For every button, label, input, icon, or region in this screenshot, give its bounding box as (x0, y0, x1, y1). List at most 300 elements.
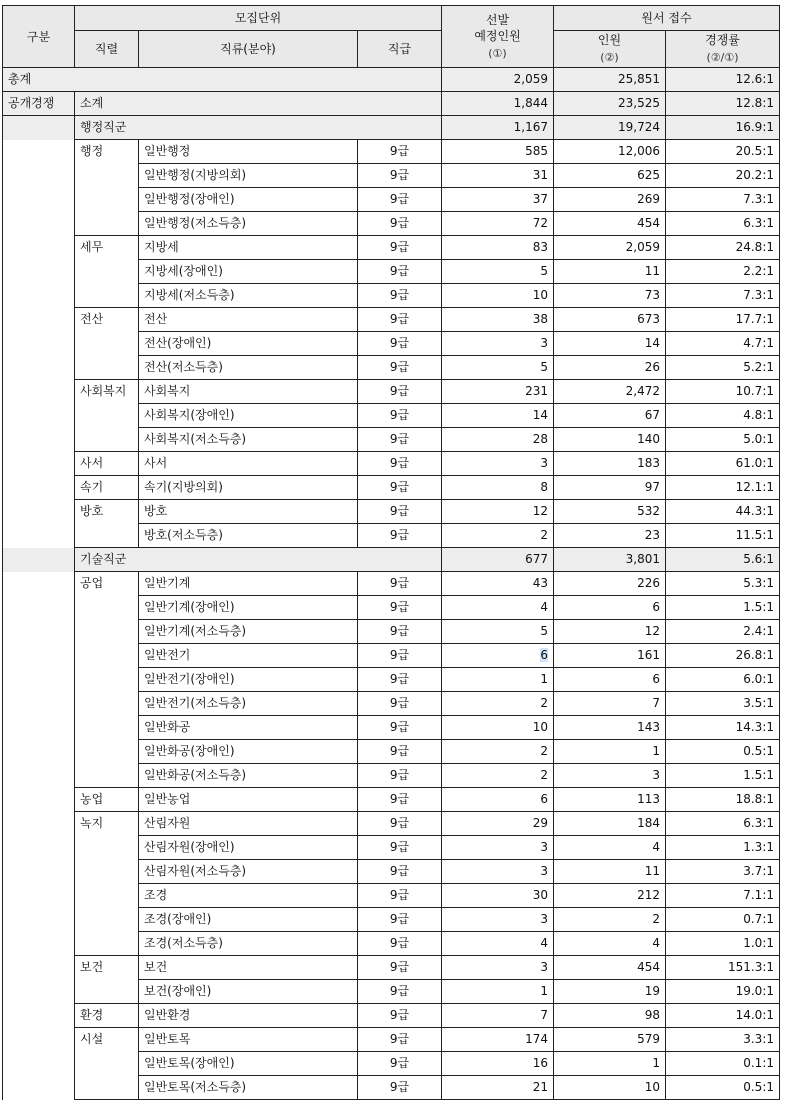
planned-value: 14 (532, 408, 548, 422)
planned-value: 3 (540, 456, 548, 470)
planned-count (442, 452, 554, 476)
planned-value: 4 (540, 600, 548, 614)
series-name: 녹지 (75, 812, 139, 956)
header-applicants-label: 인원 (597, 33, 622, 47)
competition-ratio: 5.2:1 (666, 356, 780, 380)
series-name: 세무 (75, 236, 139, 308)
applicant-count: 161 (554, 644, 666, 668)
gubun-spacer (3, 740, 75, 764)
planned-count (442, 236, 554, 260)
gubun-spacer (3, 284, 75, 308)
applicant-count: 113 (554, 788, 666, 812)
competition-ratio: 7.3:1 (666, 284, 780, 308)
planned-value: 28 (532, 432, 548, 446)
competition-ratio: 4.7:1 (666, 332, 780, 356)
competition-ratio: 2.2:1 (666, 260, 780, 284)
table-body (3, 68, 780, 1100)
planned-value: 3 (540, 960, 548, 974)
field-name: 산림자원(저소득층) (139, 860, 358, 884)
total-applicants: 25,851 (554, 68, 666, 92)
group-applicants: 3,801 (554, 548, 666, 572)
gubun-spacer (3, 1076, 75, 1100)
recruitment-table (2, 5, 780, 1100)
header-jikryu: 직류(분야) (139, 31, 358, 68)
field-name: 보건(장애인) (139, 980, 358, 1004)
gubun-spacer (3, 500, 75, 524)
applicant-count: 143 (554, 716, 666, 740)
planned-count (442, 1052, 554, 1076)
group-name: 기술직군 (75, 548, 442, 572)
grade: 9급 (358, 428, 442, 452)
grade: 9급 (358, 644, 442, 668)
competition-ratio: 24.8:1 (666, 236, 780, 260)
header-planned (442, 6, 554, 68)
planned-value: 1 (540, 672, 548, 686)
grade: 9급 (358, 212, 442, 236)
field-name: 사회복지(저소득층) (139, 428, 358, 452)
table-row (3, 452, 780, 476)
competition-ratio: 5.0:1 (666, 428, 780, 452)
applicant-count: 269 (554, 188, 666, 212)
series-name: 공업 (75, 572, 139, 788)
applicant-count: 3 (554, 764, 666, 788)
grade: 9급 (358, 716, 442, 740)
gubun-spacer (3, 812, 75, 836)
grade: 9급 (358, 932, 442, 956)
header-recruit-unit: 모집단위 (75, 6, 442, 31)
grade: 9급 (358, 1052, 442, 1076)
grade: 9급 (358, 860, 442, 884)
competition-ratio: 19.0:1 (666, 980, 780, 1004)
header-planned-sub: (①) (488, 46, 507, 60)
applicant-count: 12,006 (554, 140, 666, 164)
table-row (3, 500, 780, 524)
gubun-spacer (3, 620, 75, 644)
planned-value: 29 (532, 816, 548, 830)
competition-ratio: 2.4:1 (666, 620, 780, 644)
competition-ratio: 0.1:1 (666, 1052, 780, 1076)
field-name: 일반화공 (139, 716, 358, 740)
gubun-spacer (3, 668, 75, 692)
planned-value: 2 (540, 768, 548, 782)
competition-ratio: 26.8:1 (666, 644, 780, 668)
grade: 9급 (358, 764, 442, 788)
applicant-count: 12 (554, 620, 666, 644)
planned-value: 37 (532, 192, 548, 206)
applicant-count: 625 (554, 164, 666, 188)
grade: 9급 (358, 596, 442, 620)
planned-value: 10 (532, 288, 548, 302)
planned-count (442, 692, 554, 716)
field-name: 일반전기(장애인) (139, 668, 358, 692)
planned-value: 16 (532, 1056, 548, 1070)
planned-value: 43 (532, 576, 548, 590)
competition-ratio: 11.5:1 (666, 524, 780, 548)
planned-count (442, 884, 554, 908)
grade: 9급 (358, 692, 442, 716)
planned-count (442, 812, 554, 836)
planned-value: 3 (540, 336, 548, 350)
planned-count (442, 260, 554, 284)
planned-count (442, 860, 554, 884)
field-name: 지방세(저소득층) (139, 284, 358, 308)
planned-value: 6 (540, 648, 548, 662)
applicant-count: 6 (554, 668, 666, 692)
series-name: 방호 (75, 500, 139, 548)
competition-ratio: 20.2:1 (666, 164, 780, 188)
planned-value: 38 (532, 312, 548, 326)
competition-ratio: 0.5:1 (666, 1076, 780, 1100)
group-name: 행정직군 (75, 116, 442, 140)
planned-count (442, 332, 554, 356)
gubun-spacer (3, 212, 75, 236)
planned-value: 3 (540, 912, 548, 926)
competition-ratio: 1.5:1 (666, 596, 780, 620)
competition-ratio: 1.0:1 (666, 932, 780, 956)
series-name: 시설 (75, 1028, 139, 1100)
gubun-spacer (3, 116, 75, 140)
planned-value: 231 (525, 384, 548, 398)
planned-value: 83 (532, 240, 548, 254)
gubun-spacer (3, 980, 75, 1004)
grade: 9급 (358, 908, 442, 932)
field-name: 일반기계 (139, 572, 358, 596)
open-planned: 1,844 (442, 92, 554, 116)
field-name: 산림자원 (139, 812, 358, 836)
gubun-spacer (3, 452, 75, 476)
applicant-count: 98 (554, 1004, 666, 1028)
planned-count (442, 596, 554, 620)
planned-count (442, 764, 554, 788)
grade: 9급 (358, 812, 442, 836)
competition-ratio: 12.1:1 (666, 476, 780, 500)
gubun-spacer (3, 764, 75, 788)
grade: 9급 (358, 572, 442, 596)
applicant-count: 2,472 (554, 380, 666, 404)
field-name: 보건 (139, 956, 358, 980)
grade: 9급 (358, 260, 442, 284)
field-name: 지방세 (139, 236, 358, 260)
competition-ratio: 3.5:1 (666, 692, 780, 716)
competition-ratio: 3.3:1 (666, 1028, 780, 1052)
competition-ratio: 5.3:1 (666, 572, 780, 596)
applicant-count: 1 (554, 1052, 666, 1076)
planned-count (442, 164, 554, 188)
field-name: 사회복지(장애인) (139, 404, 358, 428)
group-ratio: 5.6:1 (666, 548, 780, 572)
applicant-count: 2,059 (554, 236, 666, 260)
competition-ratio: 14.0:1 (666, 1004, 780, 1028)
field-name: 일반토목 (139, 1028, 358, 1052)
gubun-spacer (3, 356, 75, 380)
table-header (3, 6, 780, 68)
competition-ratio: 14.3:1 (666, 716, 780, 740)
planned-count (442, 428, 554, 452)
gubun-spacer (3, 572, 75, 596)
field-name: 조경 (139, 884, 358, 908)
grade: 9급 (358, 1004, 442, 1028)
competition-ratio: 44.3:1 (666, 500, 780, 524)
group-row (3, 548, 780, 572)
gubun-spacer (3, 476, 75, 500)
planned-count (442, 932, 554, 956)
total-ratio: 12.6:1 (666, 68, 780, 92)
series-name: 속기 (75, 476, 139, 500)
planned-value: 2 (540, 528, 548, 542)
gubun-spacer (3, 884, 75, 908)
gubun-spacer (3, 260, 75, 284)
grade: 9급 (358, 308, 442, 332)
planned-count (442, 356, 554, 380)
planned-value: 585 (525, 144, 548, 158)
grade: 9급 (358, 836, 442, 860)
competition-ratio: 10.7:1 (666, 380, 780, 404)
table-row (3, 572, 780, 596)
applicant-count: 579 (554, 1028, 666, 1052)
planned-count (442, 1028, 554, 1052)
field-name: 전산 (139, 308, 358, 332)
field-name: 일반전기 (139, 644, 358, 668)
gubun-spacer (3, 1052, 75, 1076)
grade: 9급 (358, 524, 442, 548)
applicant-count: 26 (554, 356, 666, 380)
gubun-spacer (3, 692, 75, 716)
gubun-spacer (3, 140, 75, 164)
planned-count (442, 956, 554, 980)
applicant-count: 14 (554, 332, 666, 356)
applicant-count: 11 (554, 860, 666, 884)
gubun-spacer (3, 524, 75, 548)
field-name: 일반화공(저소득층) (139, 764, 358, 788)
series-name: 환경 (75, 1004, 139, 1028)
grade: 9급 (358, 1076, 442, 1100)
planned-count (442, 620, 554, 644)
grade: 9급 (358, 332, 442, 356)
competition-ratio: 1.5:1 (666, 764, 780, 788)
competition-ratio: 6.3:1 (666, 212, 780, 236)
grade: 9급 (358, 1028, 442, 1052)
planned-count (442, 404, 554, 428)
group-ratio: 16.9:1 (666, 116, 780, 140)
header-gubun: 구분 (3, 6, 75, 68)
planned-count (442, 980, 554, 1004)
grade: 9급 (358, 956, 442, 980)
competition-ratio: 0.5:1 (666, 740, 780, 764)
field-name: 일반토목(장애인) (139, 1052, 358, 1076)
gubun-spacer (3, 932, 75, 956)
gubun-spacer (3, 716, 75, 740)
header-application: 원서 접수 (554, 6, 780, 31)
applicant-count: 67 (554, 404, 666, 428)
group-planned: 1,167 (442, 116, 554, 140)
planned-value: 5 (540, 264, 548, 278)
applicant-count: 532 (554, 500, 666, 524)
competition-ratio: 1.3:1 (666, 836, 780, 860)
competition-ratio: 3.7:1 (666, 860, 780, 884)
group-applicants: 19,724 (554, 116, 666, 140)
table-row (3, 956, 780, 980)
applicant-count: 140 (554, 428, 666, 452)
series-name: 사회복지 (75, 380, 139, 452)
planned-count (442, 308, 554, 332)
competition-ratio: 0.7:1 (666, 908, 780, 932)
grade: 9급 (358, 452, 442, 476)
gubun-spacer (3, 836, 75, 860)
planned-count (442, 188, 554, 212)
applicant-count: 1 (554, 740, 666, 764)
planned-count (442, 740, 554, 764)
field-name: 일반토목(저소득층) (139, 1076, 358, 1100)
field-name: 방호(저소득층) (139, 524, 358, 548)
gubun-spacer (3, 956, 75, 980)
table-row (3, 1004, 780, 1028)
planned-count (442, 644, 554, 668)
total-row (3, 68, 780, 92)
table-row (3, 788, 780, 812)
table-row (3, 476, 780, 500)
planned-count (442, 284, 554, 308)
applicant-count: 6 (554, 596, 666, 620)
grade: 9급 (358, 740, 442, 764)
gubun-spacer (3, 404, 75, 428)
competition-ratio: 17.7:1 (666, 308, 780, 332)
competition-ratio: 7.1:1 (666, 884, 780, 908)
total-planned: 2,059 (442, 68, 554, 92)
field-name: 방호 (139, 500, 358, 524)
field-name: 일반환경 (139, 1004, 358, 1028)
field-name: 일반행정(지방의회) (139, 164, 358, 188)
planned-count (442, 140, 554, 164)
applicant-count: 19 (554, 980, 666, 1004)
planned-count (442, 908, 554, 932)
planned-value: 30 (532, 888, 548, 902)
planned-value: 6 (540, 792, 548, 806)
header-planned-label: 선발 예정인원 (474, 12, 521, 43)
series-name: 행정 (75, 140, 139, 236)
field-name: 일반기계(저소득층) (139, 620, 358, 644)
competition-ratio: 4.8:1 (666, 404, 780, 428)
gubun-spacer (3, 908, 75, 932)
planned-value: 12 (532, 504, 548, 518)
applicant-count: 226 (554, 572, 666, 596)
field-name: 일반전기(저소득층) (139, 692, 358, 716)
grade: 9급 (358, 164, 442, 188)
field-name: 지방세(장애인) (139, 260, 358, 284)
applicant-count: 7 (554, 692, 666, 716)
gubun-spacer (3, 164, 75, 188)
gubun-spacer (3, 1028, 75, 1052)
applicant-count: 10 (554, 1076, 666, 1100)
grade: 9급 (358, 788, 442, 812)
planned-count (442, 212, 554, 236)
applicant-count: 73 (554, 284, 666, 308)
grade: 9급 (358, 620, 442, 644)
gubun-spacer (3, 644, 75, 668)
gubun-spacer (3, 428, 75, 452)
grade: 9급 (358, 188, 442, 212)
planned-value: 5 (540, 360, 548, 374)
planned-value: 3 (540, 864, 548, 878)
series-name: 농업 (75, 788, 139, 812)
applicant-count: 4 (554, 932, 666, 956)
gubun-spacer (3, 380, 75, 404)
field-name: 전산(장애인) (139, 332, 358, 356)
header-ratio (666, 31, 780, 68)
gubun-spacer (3, 860, 75, 884)
planned-count (442, 476, 554, 500)
planned-value: 4 (540, 936, 548, 950)
grade: 9급 (358, 476, 442, 500)
planned-value: 7 (540, 1008, 548, 1022)
header-ratio-sub: (②/①) (706, 51, 739, 64)
planned-count (442, 380, 554, 404)
applicant-count: 11 (554, 260, 666, 284)
applicant-count: 454 (554, 212, 666, 236)
planned-value: 31 (532, 168, 548, 182)
header-applicants (554, 31, 666, 68)
header-applicants-sub: (②) (600, 51, 619, 64)
open-subtotal-row (3, 92, 780, 116)
gubun-spacer (3, 788, 75, 812)
grade: 9급 (358, 884, 442, 908)
table-row (3, 1028, 780, 1052)
planned-value: 8 (540, 480, 548, 494)
table-row (3, 308, 780, 332)
planned-count (442, 836, 554, 860)
competition-ratio: 6.0:1 (666, 668, 780, 692)
open-applicants: 23,525 (554, 92, 666, 116)
field-name: 사회복지 (139, 380, 358, 404)
competition-ratio: 7.3:1 (666, 188, 780, 212)
applicant-count: 97 (554, 476, 666, 500)
field-name: 산림자원(장애인) (139, 836, 358, 860)
header-jikryeol: 직렬 (75, 31, 139, 68)
table-row (3, 380, 780, 404)
open-label: 공개경쟁 (3, 92, 75, 116)
applicant-count: 4 (554, 836, 666, 860)
grade: 9급 (358, 668, 442, 692)
applicant-count: 184 (554, 812, 666, 836)
header-jikgeup: 직급 (358, 31, 442, 68)
gubun-spacer (3, 308, 75, 332)
field-name: 일반화공(장애인) (139, 740, 358, 764)
group-planned: 677 (442, 548, 554, 572)
planned-value: 10 (532, 720, 548, 734)
grade: 9급 (358, 404, 442, 428)
gubun-spacer (3, 1004, 75, 1028)
open-ratio: 12.8:1 (666, 92, 780, 116)
applicant-count: 2 (554, 908, 666, 932)
grade: 9급 (358, 980, 442, 1004)
applicant-count: 23 (554, 524, 666, 548)
field-name: 사서 (139, 452, 358, 476)
grade: 9급 (358, 140, 442, 164)
competition-ratio: 18.8:1 (666, 788, 780, 812)
applicant-count: 454 (554, 956, 666, 980)
grade: 9급 (358, 236, 442, 260)
planned-value: 72 (532, 216, 548, 230)
planned-value: 1 (540, 984, 548, 998)
gubun-spacer (3, 596, 75, 620)
field-name: 조경(장애인) (139, 908, 358, 932)
planned-value: 2 (540, 696, 548, 710)
gubun-spacer (3, 332, 75, 356)
planned-value: 5 (540, 624, 548, 638)
open-subtotal-label: 소계 (75, 92, 442, 116)
series-name: 보건 (75, 956, 139, 1004)
grade: 9급 (358, 500, 442, 524)
planned-value: 21 (532, 1080, 548, 1094)
